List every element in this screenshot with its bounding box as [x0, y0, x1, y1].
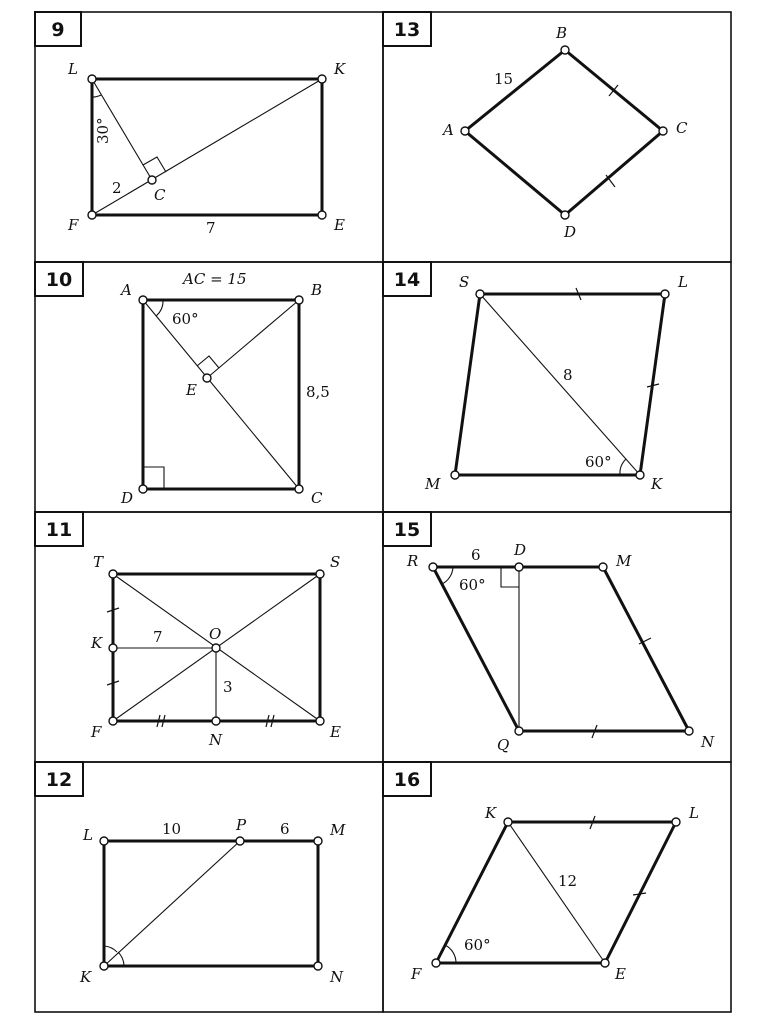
problem-13-panel — [383, 12, 731, 262]
segment-sk-label: 8 — [563, 366, 573, 384]
problem-9-number: 9 — [51, 19, 65, 41]
problem-13-number: 13 — [393, 19, 421, 41]
vertex-l — [100, 837, 108, 845]
segment-bc-label: 8,5 — [306, 383, 330, 401]
label-e: E — [334, 216, 345, 234]
label-k: K — [80, 968, 92, 986]
vertex-n — [212, 717, 220, 725]
label-b: B — [556, 24, 568, 42]
given-ac-15: AC = 15 — [183, 270, 247, 288]
segment-ke-label: 12 — [558, 872, 578, 890]
problem-10-panel — [35, 262, 383, 512]
problem-10-number: 10 — [45, 269, 73, 291]
problem-15-number: 15 — [393, 519, 421, 541]
label-m: M — [330, 821, 346, 839]
label-s: S — [330, 553, 341, 571]
bisector-kp — [104, 841, 240, 966]
vertex-l — [88, 75, 96, 83]
vertex-k — [318, 75, 326, 83]
problem-11-panel — [35, 512, 383, 762]
segment-rd-label: 6 — [471, 546, 481, 564]
angle-60-label: 60° — [459, 576, 486, 594]
segment-ko-label: 7 — [153, 628, 163, 646]
segment-pm-label: 6 — [280, 820, 290, 838]
label-d: D — [121, 489, 134, 507]
vertex-f — [432, 959, 440, 967]
vertex-k — [100, 962, 108, 970]
angle-arc-k-2 — [118, 952, 124, 966]
problem-12-number: 12 — [45, 769, 73, 791]
vertex-k — [636, 471, 644, 479]
vertex-b — [561, 46, 569, 54]
angle-arc-r — [442, 567, 453, 584]
label-l: L — [68, 60, 78, 78]
vertex-e — [601, 959, 609, 967]
label-a: A — [443, 121, 454, 139]
vertex-f — [88, 211, 96, 219]
vertex-a — [139, 296, 147, 304]
vertex-m — [451, 471, 459, 479]
label-d: D — [514, 541, 527, 559]
label-f: F — [411, 965, 422, 983]
label-f: F — [91, 723, 102, 741]
vertex-k — [504, 818, 512, 826]
segment-ab-label: 15 — [494, 70, 514, 88]
label-n: N — [209, 731, 223, 749]
diagonal-fk — [92, 79, 322, 215]
vertex-n — [314, 962, 322, 970]
label-l: L — [83, 826, 93, 844]
label-s: S — [459, 273, 470, 291]
vertex-m — [599, 563, 607, 571]
vertex-d — [139, 485, 147, 493]
problem-16-number: 16 — [393, 769, 421, 791]
vertex-c — [148, 176, 156, 184]
segment-fe-label: 7 — [206, 219, 216, 237]
vertex-c — [295, 485, 303, 493]
label-p: P — [236, 816, 247, 834]
angle-30-label: 30° — [94, 117, 112, 144]
vertex-p — [236, 837, 244, 845]
vertex-c — [659, 127, 667, 135]
vertex-l — [661, 290, 669, 298]
segment-be — [207, 300, 299, 378]
label-b: B — [311, 281, 323, 299]
segment-fc-label: 2 — [112, 179, 122, 197]
angle-60-label: 60° — [585, 453, 612, 471]
vertex-l — [672, 818, 680, 826]
label-k: K — [485, 804, 497, 822]
vertex-s — [316, 570, 324, 578]
label-m: M — [616, 552, 632, 570]
problem-16-panel — [383, 762, 731, 1012]
problem-14-number: 14 — [393, 269, 421, 291]
vertex-b — [295, 296, 303, 304]
diagonal-ke — [508, 822, 605, 963]
angle-arc-a — [156, 300, 163, 316]
label-m: M — [425, 475, 441, 493]
label-f: F — [68, 216, 79, 234]
label-l: L — [689, 804, 699, 822]
label-r: R — [407, 552, 419, 570]
vertex-k — [109, 644, 117, 652]
vertex-d — [561, 211, 569, 219]
label-c: C — [676, 119, 688, 137]
problem-12-panel — [35, 762, 383, 1012]
angle-arc-k — [620, 459, 626, 475]
vertex-t — [109, 570, 117, 578]
vertex-o — [212, 644, 220, 652]
vertex-d — [515, 563, 523, 571]
vertex-f — [109, 717, 117, 725]
vertex-a — [461, 127, 469, 135]
problem-9-panel — [35, 12, 383, 262]
label-o: O — [209, 625, 222, 643]
label-e: E — [330, 723, 341, 741]
label-n: N — [701, 733, 715, 751]
label-k: K — [91, 634, 103, 652]
angle-arc-f — [445, 945, 456, 963]
label-n: N — [330, 968, 344, 986]
vertex-e — [203, 374, 211, 382]
vertex-q — [515, 727, 523, 735]
vertex-e — [316, 717, 324, 725]
angle-60-label: 60° — [172, 310, 199, 328]
diagonal-ac — [143, 300, 299, 489]
rectangle-lmnk — [104, 841, 318, 966]
vertex-s — [476, 290, 484, 298]
label-a: A — [121, 281, 132, 299]
segment-on-label: 3 — [223, 678, 233, 696]
label-d: D — [564, 223, 577, 241]
right-angle-mark-e — [197, 356, 219, 368]
vertex-n — [685, 727, 693, 735]
problem-15-panel — [383, 512, 731, 762]
label-t: T — [93, 553, 104, 571]
vertex-e — [318, 211, 326, 219]
label-l: L — [678, 273, 688, 291]
problem-14-panel — [383, 262, 731, 512]
label-k: K — [334, 60, 346, 78]
label-e: E — [186, 381, 197, 399]
angle-60-label: 60° — [464, 936, 491, 954]
segment-lp-label: 10 — [162, 820, 182, 838]
vertex-m — [314, 837, 322, 845]
angle-arc-k-1 — [104, 946, 117, 952]
label-c: C — [311, 489, 323, 507]
label-q: Q — [497, 736, 510, 754]
label-k: K — [651, 475, 663, 493]
label-e: E — [615, 965, 626, 983]
problem-11-number: 11 — [45, 519, 73, 541]
diagonal-sk — [480, 294, 640, 475]
label-c: C — [154, 186, 166, 204]
vertex-r — [429, 563, 437, 571]
